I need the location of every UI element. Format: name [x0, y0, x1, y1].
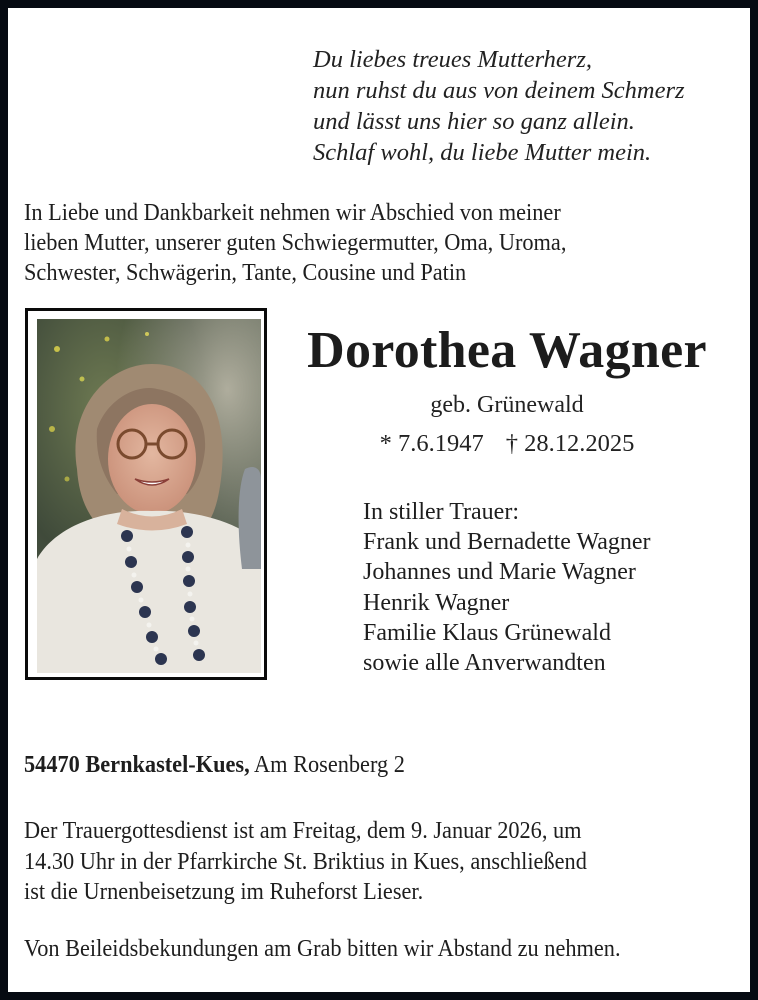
service-line: Der Trauergottesdienst ist am Freitag, dem 9. Januar 2026, um: [24, 818, 582, 844]
mourners-list: [363, 497, 651, 678]
intro-line: lieben Mutter, unserer guten Schwiegermutter, Oma, Uroma,: [24, 230, 567, 256]
service-line: ist die Urnenbeisetzung im Ruheforst Lieser.: [24, 879, 424, 905]
poem-line: Schlaf wohl, du liebe Mutter mein.: [313, 139, 652, 166]
funeral-service-info: [24, 816, 587, 908]
mourner-name: Henrik Wagner: [363, 589, 510, 616]
life-dates: [280, 428, 734, 460]
memorial-poem: [313, 44, 685, 168]
obituary-notice: [8, 8, 750, 992]
address-city: 54470 Bernkastel-Kues,: [24, 752, 250, 778]
service-line: 14.30 Uhr in der Pfarrkirche St. Briktius in Kues, anschließend: [24, 848, 587, 875]
deceased-name: Dorothea Wagner: [307, 322, 707, 379]
intro-line: In Liebe und Dankbarkeit nehmen wir Abschied von meiner: [24, 200, 561, 226]
family-address: [24, 750, 405, 780]
mourners-heading: In stiller Trauer:: [363, 499, 519, 525]
poem-line: nun ruhst du aus von deinem Schmerz: [313, 77, 685, 104]
intro-line: Schwester, Schwägerin, Tante, Cousine und Patin: [24, 260, 467, 286]
address-street: Am Rosenberg 2: [249, 752, 405, 778]
poem-line: Du liebes treues Mutterherz,: [313, 46, 592, 73]
mourner-name: Familie Klaus Grünewald: [363, 619, 611, 646]
mourner-name: Johannes und Marie Wagner: [363, 559, 636, 586]
maiden-name: geb. Grünewald: [430, 392, 584, 418]
farewell-intro: [24, 198, 566, 288]
mourner-name: Frank und Bernadette Wagner: [363, 529, 651, 556]
birth-date: * 7.6.1947: [379, 430, 484, 457]
portrait-photo: [37, 319, 261, 673]
condolence-note: Von Beileidsbekundungen am Grab bitten wir Abstand zu nehmen.: [24, 936, 621, 962]
mourner-name: sowie alle Anverwandten: [363, 650, 606, 677]
death-date: † 28.12.2025: [505, 430, 635, 457]
poem-line: und lässt uns hier so ganz allein.: [313, 108, 635, 135]
photo-frame: [25, 308, 267, 680]
